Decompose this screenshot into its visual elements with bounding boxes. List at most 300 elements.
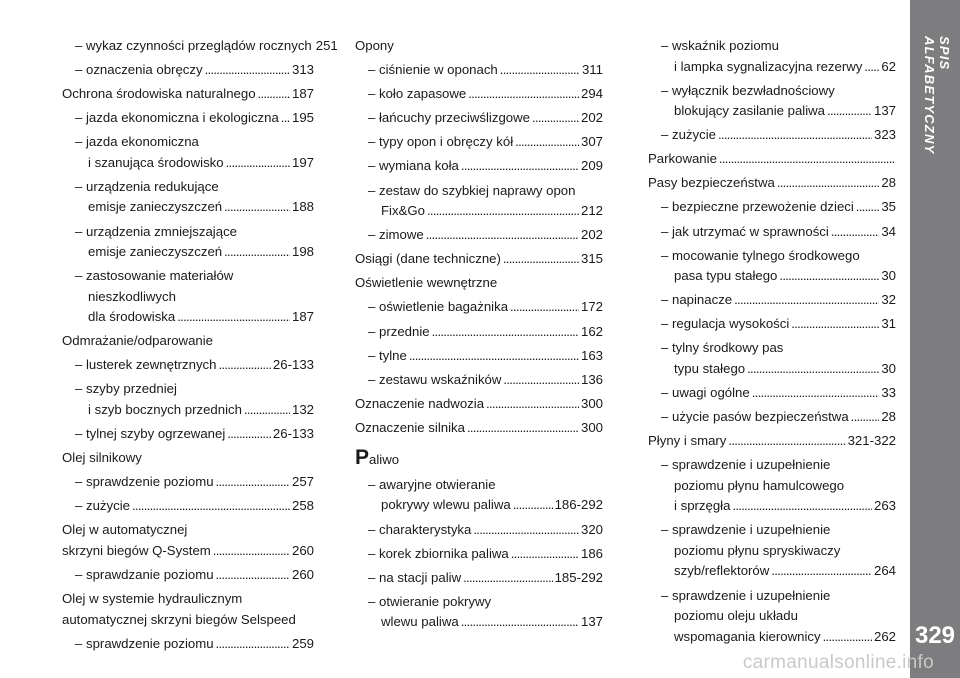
page-reference: 315 [580,251,603,267]
page-reference: 35 [881,199,896,215]
index-line [368,156,603,177]
page-reference: 209 [580,158,603,174]
page-reference: 187 [291,309,314,325]
leader-dots [732,496,872,517]
page-reference: 262 [873,628,896,644]
entry-text: nieszkodliwych [88,288,176,304]
page-reference: 30 [881,360,896,376]
leader-dots [503,249,579,270]
page-reference: 163 [580,347,603,363]
entry-text: Osiągi (dane techniczne) [355,251,501,267]
entry-text: i sprzęgła [674,498,731,514]
index-line [75,153,314,174]
index-subentry [355,84,603,105]
index-subentry [648,407,896,428]
index-subentry [355,568,603,589]
index-entry [355,273,603,294]
index-line [62,541,314,562]
index-entry [62,84,314,105]
entry-text: – sprawdzenie poziomu [75,635,214,651]
page-reference: 257 [291,474,314,490]
entry-text: – mocowanie tylnego środkowego [661,247,860,263]
index-subentry [648,197,896,218]
page-reference: 313 [291,62,314,78]
entry-text: wlewu paliwa [381,614,459,630]
leader-dots [851,407,880,428]
index-subentry [355,520,603,541]
page-reference: 28 [881,175,896,191]
leader-dots [856,197,880,218]
leader-dots [281,108,290,129]
entry-text: – urządzenia redukujące [75,178,219,194]
entry-text: – na stacji paliw [368,569,462,585]
entry-text: – oznaczenia obręczy [75,62,203,78]
index-subentry [355,346,603,367]
page-reference: 321-322 [847,433,896,449]
entry-text: – sprawdzenie i uzupełnienie [661,457,831,473]
leader-dots [426,225,579,246]
index-line [661,520,896,541]
leader-dots [461,612,579,633]
index-column-2 [355,36,603,636]
index-subentry [648,586,896,648]
leader-dots [831,222,880,243]
index-line [661,266,896,287]
index-subentry [62,132,314,173]
index-subentry [648,36,896,77]
leader-dots [467,418,579,439]
leader-dots [532,108,579,129]
entry-text: Ochrona środowiska naturalnego [62,86,256,102]
entry-text: Odmrażanie/odparowanie [62,333,214,349]
index-line [368,346,603,367]
entry-text: Olej w systemie hydraulicznym [62,591,243,607]
page-reference: 31 [881,316,896,332]
entry-text: – tylnej szyby ogrzewanej [75,426,226,442]
entry-text: – typy opon i obręczy kół [368,134,514,150]
entry-text: – tylny środkowy pas [661,340,784,356]
entry-text: dla środowiska [88,309,176,325]
entry-text: – oświetlenie bagażnika [368,299,509,315]
index-subentry [355,156,603,177]
page-reference: 202 [580,227,603,243]
index-line [368,592,603,613]
index-line [75,60,314,81]
entry-text: – jak utrzymać w sprawności [661,223,829,239]
page-reference: 197 [291,154,314,170]
leader-dots [486,394,579,415]
index-line [62,610,314,631]
index-line [648,431,896,452]
leader-dots [461,156,579,177]
entry-text: i lampka sygnalizacyjna rezerwy [674,58,863,74]
leader-dots [132,496,290,517]
page-reference: 300 [580,419,603,435]
index-line [661,476,896,497]
leader-dots [515,132,579,153]
index-entry [355,249,603,270]
entry-text: – sprawdzenie i uzupełnienie [661,522,831,538]
entry-text: szyb/reflektorów [674,563,770,579]
index-line [648,149,896,170]
chapter-label: SPIS ALFABETYCZNY [922,36,952,155]
entry-text: Płyny i smary [648,433,727,449]
index-entry [62,520,314,561]
leader-dots [216,565,290,586]
page-reference: 263 [873,498,896,514]
entry-text: – bezpieczne przewożenie dzieci [661,199,854,215]
index-line [62,84,314,105]
index-line [62,331,314,352]
leader-dots [511,544,579,565]
entry-text: – korek zbiornika paliwa [368,545,509,561]
entry-text: – zużycie [75,498,130,514]
index-line [368,181,603,202]
index-subentry [355,297,603,318]
entry-text: – zestawu wskaźników [368,371,502,387]
index-line [75,108,314,129]
index-line [75,355,314,376]
page-reference: 185-292 [554,569,603,585]
leader-dots [734,290,879,311]
leader-dots [510,297,579,318]
entry-text: emisje zanieczyszczeń [88,244,223,260]
page-reference: 195 [291,110,314,126]
leader-dots [791,314,879,335]
index-line [75,307,314,328]
entry-text: i szyb bocznych przednich [88,401,242,417]
entry-text: Olej silnikowy [62,450,142,466]
index-subentry [355,592,603,633]
leader-dots [205,60,290,81]
index-line [368,612,603,633]
page-reference: 32 [881,292,896,308]
leader-dots [432,322,579,343]
entry-text: Oświetlenie wewnętrzne [355,275,498,291]
index-subentry [355,225,603,246]
entry-text: – sprawdzenie poziomu [75,474,214,490]
index-line [75,287,314,308]
index-subentry [355,322,603,343]
page-reference: 30 [881,268,896,284]
leader-dots [427,201,579,222]
index-line [648,173,896,194]
page-reference: 320 [580,521,603,537]
index-subentry [648,338,896,379]
entry-text: automatycznej skrzyni biegów Selspeed [62,611,296,627]
page-reference: 212 [580,203,603,219]
page-reference: 260 [291,542,314,558]
index-line [661,561,896,582]
index-line [368,132,603,153]
index-line [75,634,314,655]
leader-dots [468,84,579,105]
index-subentry [355,544,603,565]
index-line [75,222,314,243]
index-line [75,36,338,57]
entry-text: – jazda ekonomiczna [75,134,199,150]
entry-text: – zimowe [368,227,424,243]
page-reference: 198 [291,244,314,260]
index-line [368,84,603,105]
entry-text: poziomu oleju układu [674,608,798,623]
index-entry [355,36,603,57]
index-line [661,81,896,102]
page-reference: 172 [580,299,603,315]
index-entry [648,173,896,194]
entry-text: Parkowanie [648,151,717,167]
entry-text: typu stałego [674,360,746,376]
index-subentry [62,496,314,517]
index-line [75,496,314,517]
watermark: carmanualsonline.info [742,652,934,673]
index-line [661,606,896,627]
index-subentry [62,424,314,445]
index-subentry [648,222,896,243]
page-reference: 258 [291,498,314,514]
entry-text: blokujący zasilanie paliwa [674,103,826,119]
index-column-1 [62,36,338,658]
index-subentry [648,520,896,582]
index-line [661,222,896,243]
page-reference: 33 [881,385,896,401]
page-reference: 34 [881,223,896,239]
index-line [661,314,896,335]
index-line [661,359,896,380]
index-line [661,36,896,57]
entry-text: – sprawdzenie i uzupełnienie [661,587,831,603]
index-subentry [648,314,896,335]
index-entry [62,448,314,469]
page-reference: 251 [315,38,338,53]
entry-text: – napinacze [661,292,733,308]
leader-dots [500,60,580,81]
page-reference: 188 [291,199,314,215]
index-line [368,544,603,565]
index-line [368,568,603,589]
index-line [661,57,896,78]
index-subentry [62,379,314,420]
leader-dots [224,197,290,218]
entry-text: – zestaw do szybkiej naprawy opon [368,182,576,198]
entry-text: – zastosowanie materiałów [75,268,234,284]
page-reference: 202 [580,110,603,126]
page-reference: 28 [881,409,896,425]
index-subentry [62,565,314,586]
entry-text: poziomu płynu hamulcowego [674,477,845,493]
leader-dots [503,370,579,391]
index-line [661,101,896,122]
page-reference: 307 [580,134,603,150]
entry-text: – ciśnienie w oponach [368,62,498,78]
index-subentry [62,60,314,81]
entry-text: pasa typu stałego [674,268,778,284]
leader-dots [718,125,872,146]
entry-text: – łańcuchy przeciwślizgowe [368,110,530,126]
index-line [661,455,896,476]
index-line [75,266,314,287]
leader-dots [216,634,290,655]
index-line [75,400,314,421]
index-line [75,177,314,198]
leader-dots [216,472,290,493]
leader-dots [747,359,879,380]
page-reference: 186-292 [554,497,603,513]
leader-dots [213,541,290,562]
index-letter-heading [355,448,603,471]
entry-text: – uwagi ogólne [661,385,750,401]
index-subentry [62,36,338,57]
index-line [661,407,896,428]
index-line [75,132,314,153]
index-subentry [62,177,314,218]
entry-text: Olej w automatycznej [62,522,188,538]
index-line [368,370,603,391]
index-subentry [62,634,314,655]
entry-text: emisje zanieczyszczeń [88,199,223,215]
leader-dots [827,101,872,122]
index-line [355,394,603,415]
leader-dots [177,307,290,328]
entry-text: – jazda ekonomiczna i ekologiczna [75,110,279,126]
entry-text: – charakterystyka [368,521,472,537]
index-line [355,249,603,270]
entry-text: – lusterek zewnętrznych [75,357,217,373]
index-line [368,520,603,541]
leader-dots [513,495,553,516]
leader-dots [226,153,290,174]
index-line [368,322,603,343]
page-reference: 132 [291,401,314,417]
page-reference: 26-133 [272,357,314,373]
index-subentry [62,472,314,493]
index-subentry [355,60,603,81]
page-reference: 136 [580,371,603,387]
index-line [355,36,603,57]
entry-text: Oznaczenie silnika [355,419,465,435]
page-reference: 137 [873,103,896,119]
index-line [75,472,314,493]
index-subentry [62,108,314,129]
leader-dots [719,149,894,170]
entry-text: – awaryjne otwieranie [368,476,496,492]
index-line [62,520,314,541]
entry-text: – sprawdzanie poziomu [75,567,214,582]
index-subentry [355,475,603,516]
page-reference: 162 [580,323,603,339]
entry-text: i szanująca środowisko [88,154,224,170]
index-line [75,565,314,586]
index-line [661,338,896,359]
entry-text: – otwieranie pokrywy [368,593,492,609]
index-entry [648,431,896,452]
entry-text: Fix&Go [381,203,425,219]
entry-text: – wskaźnik poziomu [661,38,780,53]
entry-text: – regulacja wysokości [661,316,790,332]
index-subentry [62,222,314,263]
index-entry [355,418,603,439]
entry-text: Opony [355,38,394,53]
page-reference: 300 [580,395,603,411]
leader-dots [823,627,872,648]
entry-text: pokrywy wlewu paliwa [381,497,511,513]
index-heading-text: aliwo [369,452,400,468]
page-number: 329 [914,622,956,649]
page-reference: 186 [580,545,603,561]
leader-dots [728,431,845,452]
leader-dots [752,383,880,404]
index-line [661,496,896,517]
index-subentry [62,266,314,328]
index-line [75,424,314,445]
index-line [355,273,603,294]
index-subentry [648,290,896,311]
entry-text: – koło zapasowe [368,86,467,102]
index-subentry [648,383,896,404]
index-subentry [62,355,314,376]
index-line [355,418,603,439]
page-reference: 26-133 [272,426,314,442]
entry-text: Oznaczenie nadwozia [355,395,485,411]
page-reference: 294 [580,86,603,102]
index-line [661,541,896,562]
index-line [368,225,603,246]
entry-text: skrzyni biegów Q-System [62,542,211,558]
entry-text: – użycie pasów bezpieczeństwa [661,409,849,425]
entry-text: – wykaz czynności przeglądów rocznych [75,38,312,53]
index-line [661,586,896,607]
page-reference: 187 [291,86,314,102]
index-line [62,448,314,469]
leader-dots [409,346,579,367]
entry-text: Pasy bezpieczeństwa [648,175,775,191]
index-line [75,197,314,218]
index-line [368,495,603,516]
entry-text: – tylne [368,347,407,363]
index-entry [62,331,314,352]
index-line [368,108,603,129]
index-line [368,475,603,496]
leader-dots [463,568,553,589]
index-subentry [355,370,603,391]
leader-dots [473,520,579,541]
index-subentry [355,132,603,153]
index-line [661,197,896,218]
page-reference: 323 [873,127,896,143]
entry-text: – przednie [368,323,430,339]
index-line [661,383,896,404]
index-line [661,125,896,146]
index-line [368,60,603,81]
index-line [75,379,314,400]
index-line [368,201,603,222]
page-reference: 260 [291,567,314,582]
leader-dots [218,355,270,376]
index-subentry [648,125,896,146]
entry-text: – zużycie [661,127,716,143]
index-subentry [648,246,896,287]
page-reference: 62 [881,58,896,74]
page-reference: 137 [580,614,603,630]
index-subentry [355,108,603,129]
index-line [368,297,603,318]
entry-text: wspomagania kierownicy [674,628,821,644]
index-line [661,290,896,311]
index-entry [648,149,896,170]
index-entry [355,394,603,415]
leader-dots [224,242,290,263]
leader-dots [227,424,271,445]
